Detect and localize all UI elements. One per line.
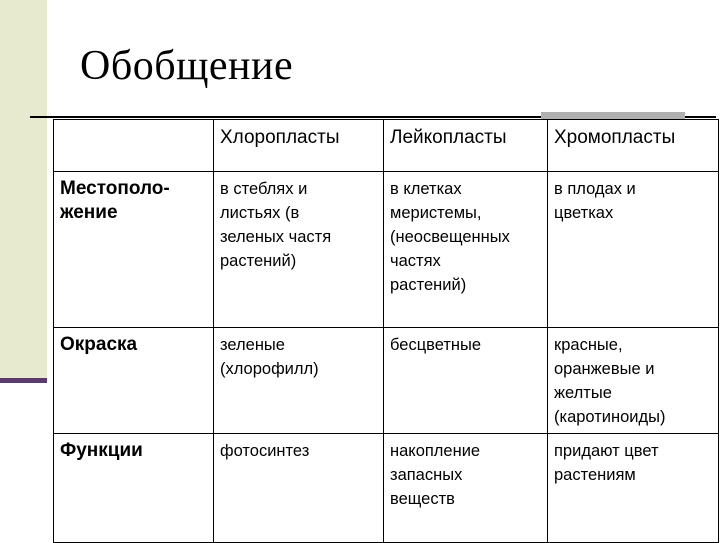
header-cell-chloroplasts: Хлоропласты	[214, 120, 384, 172]
summary-table	[53, 119, 719, 543]
cell-line: зеленые	[220, 336, 285, 354]
cell-line: листьях (в	[220, 204, 300, 222]
sidebar-decoration	[0, 0, 47, 383]
row-header-location	[54, 172, 214, 328]
cell-line: накопление	[390, 442, 481, 460]
table-cell	[548, 328, 719, 434]
cell-line: частях	[390, 252, 441, 270]
cell-line: зеленых частя	[220, 228, 332, 246]
cell-line: оранжевые и	[554, 360, 655, 378]
header-cell-empty	[54, 120, 214, 172]
table-cell	[214, 172, 384, 328]
cell-line: Местополо-	[60, 178, 170, 199]
slide-title: Обобщение	[80, 43, 294, 89]
table-cell	[384, 328, 548, 434]
cell-line: меристемы,	[390, 204, 482, 222]
cell-line: (каротиноиды)	[554, 408, 666, 426]
row-header-functions	[54, 434, 214, 543]
cell-line: жение	[60, 202, 118, 223]
cell-line: красные,	[554, 336, 623, 354]
table-cell	[214, 328, 384, 434]
cell-line: фотосинтез	[220, 442, 310, 460]
table-header-row	[54, 120, 719, 172]
cell-line: растениям	[554, 466, 636, 484]
cell-line: растений)	[390, 276, 467, 294]
header-cell-chromoplasts: Хромопласты	[548, 120, 719, 172]
table-row	[54, 328, 719, 434]
cell-line: бесцветные	[390, 336, 482, 354]
table-cell	[214, 434, 384, 543]
table-row	[54, 172, 719, 328]
cell-line: желтые	[554, 384, 612, 402]
cell-line: цветках	[554, 204, 614, 222]
cell-line: в плодах и	[554, 180, 636, 198]
cell-line: Окраска	[60, 334, 138, 355]
table-cell	[384, 172, 548, 328]
cell-line: в клетках	[390, 180, 462, 198]
cell-line: запасных	[390, 466, 463, 484]
header-cell-leucoplasts: Лейкопласты	[384, 120, 548, 172]
sidebar-rule	[0, 378, 47, 383]
row-header-color	[54, 328, 214, 434]
table-cell	[548, 172, 719, 328]
cell-line: в стеблях и	[220, 180, 308, 198]
table-cell	[548, 434, 719, 543]
cell-line: придают цвет	[554, 442, 659, 460]
table-cell	[384, 434, 548, 543]
cell-line: (хлорофилл)	[220, 360, 319, 378]
table-row	[54, 434, 719, 543]
cell-line: веществ	[390, 490, 455, 508]
cell-line: (неосвещенных	[390, 228, 510, 246]
cell-line: растений)	[220, 252, 297, 270]
cell-line: Функции	[60, 440, 143, 461]
